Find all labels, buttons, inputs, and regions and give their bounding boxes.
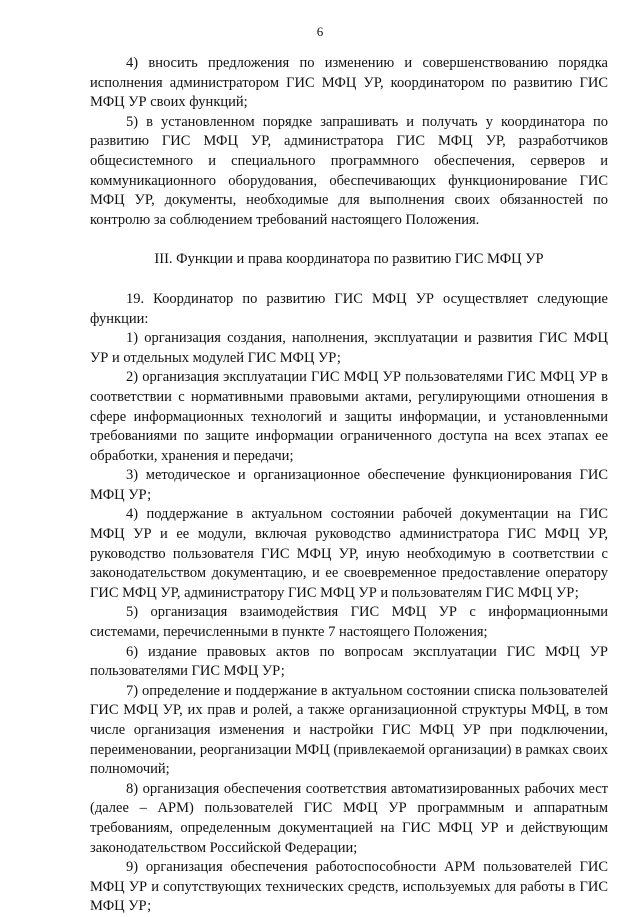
paragraph-function-3: 3) методическое и организационное обеспечение функционирования ГИС МФЦ УР; xyxy=(90,467,608,503)
paragraph-function-5: 5) организация взаимодействия ГИС МФЦ УР с информационными системами, перечисленными в пункте 7 настоящего Положения; xyxy=(90,604,608,641)
paragraph-function-8: 8) организация обеспечения соответствия автоматизированных рабочих мест (далее – АРМ) пользователей ГИС МФЦ УР программным и аппаратным требованиям, определенным документацией на ГИС МФЦ УР и действующим законодательством Российской Федерации; xyxy=(90,780,608,856)
paragraph-rights-item-4: 4) вносить предложения по изменению и совершенствованию порядка исполнения администратором ГИС МФЦ УР, координатором по развитию ГИС МФЦ УР своих функций; xyxy=(90,55,608,111)
section-heading: III. Функции и права координатора по развитию ГИС МФЦ УР xyxy=(154,251,544,268)
paragraph-function-6: 6) издание правовых актов по вопросам эксплуатации ГИС МФЦ УР пользователями ГИС МФЦ УР; xyxy=(90,643,608,680)
document-body xyxy=(90,54,608,917)
paragraph-function-2: 2) организация эксплуатации ГИС МФЦ УР пользователями ГИС МФЦ УР в соответствии с нормативными правовыми актами, регулирующими отношения в сфере информационных технологий и защиты информации, и установленными требованиями по защите информации ограниченного доступа на всех этапах ее обработки, хранения и передачи; xyxy=(90,369,608,464)
paragraph-clause-19: 19. Координатор по развитию ГИС МФЦ УР осуществляет следующие функции: xyxy=(90,290,608,327)
paragraph-function-4: 4) поддержание в актуальном состоянии рабочей документации на ГИС МФЦ УР и ее модули, включая руководство администратора ГИС МФЦ УР, руководство пользователя ГИС МФЦ УР, иную необходимую в соответствии с законодательством документацию, и ее своевременное предоставление оператору ГИС МФЦ УР, администратору ГИС МФЦ УР и пользователям ГИС МФЦ УР; xyxy=(90,506,608,601)
page-number: 6 xyxy=(316,24,324,39)
paragraph-function-7: 7) определение и поддержание в актуальном состоянии списка пользователей ГИС МФЦ УР, их прав и ролей, а также организационной структуры МФЦ, в том числе организация изменения и настройки ГИС МФЦ УР при подключении, переименовании, реорганизации МФЦ (привлекаемой организации) в рамках своих полномочий; xyxy=(90,682,608,778)
paragraph-function-9: 9) организация обеспечения работоспособности АРМ пользователей ГИС МФЦ УР и сопутствующих технических средств, используемых для работы в ГИС МФЦ УР; xyxy=(90,859,608,915)
paragraph-rights-item-5: 5) в установленном порядке запрашивать и получать у координатора по развитию ГИС МФЦ УР, администратора ГИС МФЦ УР, разработчиков общесистемного и специального программного обеспечения, серверов и коммуникационного оборудования, обеспечивающих функционирование ГИС МФЦ УР, документы, необходимые для выполнения своих обязанностей по контролю за соблюдением требований настоящего Положения. xyxy=(90,113,608,228)
paragraph-function-1: 1) организация создания, наполнения, эксплуатации и развития ГИС МФЦ УР и отдельных модулей ГИС МФЦ УР; xyxy=(90,330,608,366)
